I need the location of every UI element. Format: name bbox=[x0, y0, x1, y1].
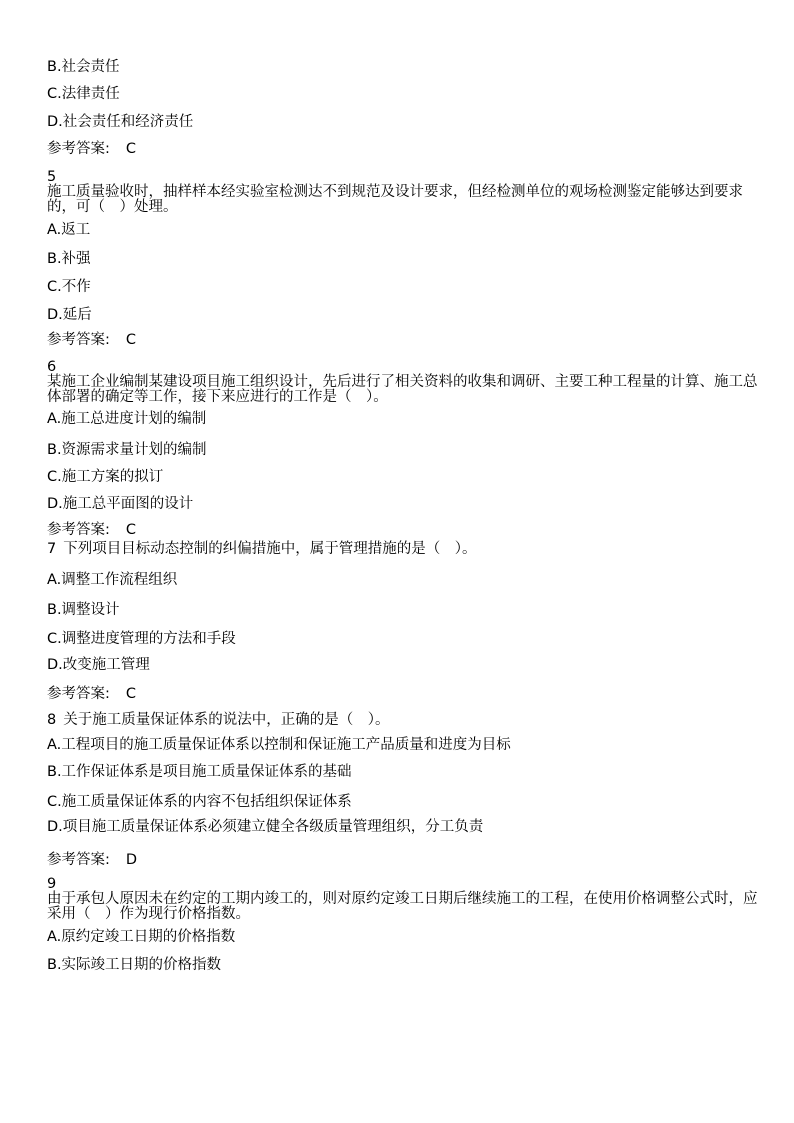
question-stem: 下列项目目标动态控制的纠偏措施中，属于管理措施的是（ ）。 bbox=[63, 541, 477, 557]
question-stem-line: 的，可（ ）处理。 bbox=[47, 199, 178, 215]
question-line bbox=[47, 713, 747, 728]
answer-label: 参考答案: bbox=[47, 332, 110, 348]
option-line: C.施工方案的拟订 bbox=[47, 469, 164, 485]
answer-label: 参考答案: bbox=[47, 686, 110, 702]
option-line: A.工程项目的施工质量保证体系以控制和保证施工产品质量和进度为目标 bbox=[47, 737, 511, 753]
option-line: D.延后 bbox=[47, 307, 92, 323]
option-line: D.改变施工管理 bbox=[47, 657, 150, 673]
option-line: B.调整设计 bbox=[47, 602, 120, 618]
option-line: D.项目施工质量保证体系必须建立健全各级质量管理组织，分工负责 bbox=[47, 819, 484, 835]
answer-value: C bbox=[125, 332, 137, 348]
question-line bbox=[47, 542, 747, 557]
answer-line bbox=[47, 142, 747, 157]
option-line: C.施工质量保证体系的内容不包括组织保证体系 bbox=[47, 794, 352, 810]
answer-value: C bbox=[125, 522, 137, 538]
answer-value: D bbox=[125, 852, 138, 868]
question-stem: 关于施工质量保证体系的说法中，正确的是（ ）。 bbox=[63, 712, 390, 728]
answer-label: 参考答案: bbox=[47, 522, 110, 538]
option-line: C.不作 bbox=[47, 279, 91, 295]
question-stem-line: 由于承包人原因未在约定的工期内竣工的，则对原约定竣工日期后继续施工的工程，在使用价格调整公式时，应 bbox=[47, 891, 758, 907]
option-line: A.返工 bbox=[47, 222, 91, 238]
answer-line bbox=[47, 523, 747, 538]
question-number: 7 bbox=[47, 541, 57, 557]
option-line: C.调整进度管理的方法和手段 bbox=[47, 631, 236, 647]
option-line: B.工作保证体系是项目施工质量保证体系的基础 bbox=[47, 764, 352, 780]
question-number: 5 bbox=[47, 169, 57, 185]
answer-line bbox=[47, 687, 747, 702]
option-line: D.社会责任和经济责任 bbox=[47, 114, 194, 130]
option-line: C.法律责任 bbox=[47, 86, 120, 102]
question-number: 6 bbox=[47, 359, 57, 375]
answer-label: 参考答案: bbox=[47, 141, 110, 157]
answer-value: C bbox=[125, 686, 137, 702]
option-line: A.调整工作流程组织 bbox=[47, 572, 178, 588]
question-number: 8 bbox=[47, 712, 57, 728]
question-stem-line: 体部署的确定等工作，接下来应进行的工作是（ ）。 bbox=[47, 389, 388, 405]
option-line: B.社会责任 bbox=[47, 59, 120, 75]
option-line: B.实际竣工日期的价格指数 bbox=[47, 957, 222, 973]
answer-value: C bbox=[125, 141, 137, 157]
answer-line bbox=[47, 853, 747, 868]
question-stem-line: 施工质量验收时，抽样样本经实验室检测达不到规范及设计要求，但经检测单位的观场检测鉴定能够达到要求 bbox=[47, 184, 743, 200]
option-line: B.补强 bbox=[47, 251, 91, 267]
option-line: A.施工总进度计划的编制 bbox=[47, 411, 207, 427]
answer-label: 参考答案: bbox=[47, 852, 110, 868]
question-number: 9 bbox=[47, 876, 57, 892]
question-stem-line: 某施工企业编制某建设项目施工组织设计，先后进行了相关资料的收集和调研、主要工种工程量的计算、施工总 bbox=[47, 374, 758, 390]
option-line: B.资源需求量计划的编制 bbox=[47, 442, 207, 458]
option-line: D.施工总平面图的设计 bbox=[47, 496, 194, 512]
question-stem-line: 采用（ ）作为现行价格指数。 bbox=[47, 906, 250, 922]
answer-line bbox=[47, 333, 747, 348]
option-line: A.原约定竣工日期的价格指数 bbox=[47, 929, 236, 945]
